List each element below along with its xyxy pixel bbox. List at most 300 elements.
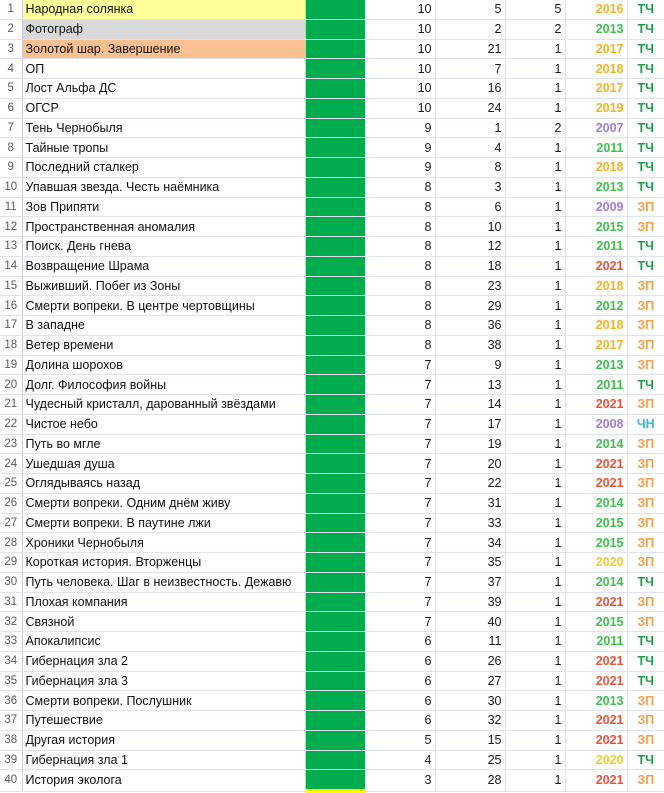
count-cell[interactable]: 1	[505, 730, 565, 750]
mod-title-cell[interactable]: Чудесный кристалл, дарованный звёздами	[22, 395, 305, 415]
table-row[interactable]	[0, 553, 664, 573]
score-cell[interactable]: 7	[365, 612, 435, 632]
mod-title-cell[interactable]: ОГСР	[22, 98, 305, 118]
game-tag-cell[interactable]: ЗП	[627, 316, 664, 336]
score-cell[interactable]: 8	[365, 296, 435, 316]
score-cell[interactable]: 6	[365, 632, 435, 652]
score-cell[interactable]: 4	[365, 750, 435, 770]
year-cell[interactable]: 2014	[565, 493, 627, 513]
game-tag-cell[interactable]: ТЧ	[627, 0, 664, 19]
game-tag-cell[interactable]: ТЧ	[627, 177, 664, 197]
year-cell[interactable]: 2021	[565, 671, 627, 691]
count-cell[interactable]: 1	[505, 256, 565, 276]
count-cell[interactable]: 1	[505, 474, 565, 494]
count-cell[interactable]: 1	[505, 158, 565, 178]
table-row[interactable]	[0, 572, 664, 592]
mod-title-cell[interactable]: Возвращение Шрама	[22, 256, 305, 276]
table-row[interactable]	[0, 355, 664, 375]
score-cell[interactable]: 3	[365, 770, 435, 791]
year-cell[interactable]: 2018	[565, 276, 627, 296]
mod-title-cell[interactable]: Гибернация зла 1	[22, 750, 305, 770]
row-number-header[interactable]: 38	[0, 730, 22, 750]
row-number-header[interactable]: 19	[0, 355, 22, 375]
mod-title-cell[interactable]: Зов Припяти	[22, 197, 305, 217]
mod-title-cell[interactable]: Короткая история. Вторженцы	[22, 553, 305, 573]
table-row[interactable]	[0, 474, 664, 494]
mod-title-cell[interactable]: Путешествие	[22, 711, 305, 731]
mod-title-cell[interactable]: История эколога	[22, 770, 305, 791]
count-cell[interactable]: 1	[505, 79, 565, 99]
mod-title-cell[interactable]: Долина шорохов	[22, 355, 305, 375]
table-row[interactable]	[0, 19, 664, 39]
year-cell[interactable]: 2018	[565, 316, 627, 336]
table-row[interactable]	[0, 39, 664, 59]
score-cell[interactable]: 7	[365, 553, 435, 573]
row-number-header[interactable]: 24	[0, 454, 22, 474]
rank-cell[interactable]: 2	[435, 19, 505, 39]
table-row[interactable]	[0, 237, 664, 257]
mod-title-cell[interactable]: Тень Чернобыля	[22, 118, 305, 138]
rank-cell[interactable]: 7	[435, 59, 505, 79]
table-row[interactable]	[0, 256, 664, 276]
count-cell[interactable]: 1	[505, 138, 565, 158]
count-cell[interactable]: 1	[505, 316, 565, 336]
table-row[interactable]	[0, 770, 664, 791]
rank-cell[interactable]: 24	[435, 98, 505, 118]
score-cell[interactable]: 9	[365, 138, 435, 158]
score-cell[interactable]: 7	[365, 434, 435, 454]
score-cell[interactable]: 9	[365, 118, 435, 138]
table-row[interactable]	[0, 138, 664, 158]
game-tag-cell[interactable]: ТЧ	[627, 158, 664, 178]
rank-cell[interactable]: 30	[435, 691, 505, 711]
row-number-header[interactable]: 25	[0, 474, 22, 494]
year-cell[interactable]: 2021	[565, 711, 627, 731]
score-cell[interactable]: 7	[365, 513, 435, 533]
count-cell[interactable]: 1	[505, 59, 565, 79]
score-cell[interactable]: 7	[365, 355, 435, 375]
game-tag-cell[interactable]: ЧН	[627, 414, 664, 434]
rank-cell[interactable]: 9	[435, 355, 505, 375]
table-row[interactable]	[0, 651, 664, 671]
row-number-header[interactable]: 39	[0, 750, 22, 770]
year-cell[interactable]: 2019	[565, 98, 627, 118]
year-cell[interactable]: 2020	[565, 553, 627, 573]
game-tag-cell[interactable]: ЗП	[627, 474, 664, 494]
mod-title-cell[interactable]: Выживший. Побег из Зоны	[22, 276, 305, 296]
score-cell[interactable]: 7	[365, 572, 435, 592]
rank-cell[interactable]: 8	[435, 158, 505, 178]
row-number-header[interactable]: 21	[0, 395, 22, 415]
count-cell[interactable]: 1	[505, 454, 565, 474]
score-cell[interactable]: 7	[365, 454, 435, 474]
mod-title-cell[interactable]: Лост Альфа ДС	[22, 79, 305, 99]
count-cell[interactable]: 1	[505, 217, 565, 237]
score-cell[interactable]: 6	[365, 671, 435, 691]
count-cell[interactable]: 1	[505, 276, 565, 296]
game-tag-cell[interactable]: ЗП	[627, 355, 664, 375]
table-row[interactable]	[0, 691, 664, 711]
rank-cell[interactable]: 34	[435, 533, 505, 553]
row-number-header[interactable]: 18	[0, 335, 22, 355]
year-cell[interactable]: 2018	[565, 59, 627, 79]
table-row[interactable]	[0, 316, 664, 336]
row-number-header[interactable]: 16	[0, 296, 22, 316]
rank-cell[interactable]: 31	[435, 493, 505, 513]
mod-title-cell[interactable]: Связной	[22, 612, 305, 632]
game-tag-cell[interactable]: ТЧ	[627, 237, 664, 257]
row-number-header[interactable]: 30	[0, 572, 22, 592]
rank-cell[interactable]: 39	[435, 592, 505, 612]
table-row[interactable]	[0, 375, 664, 395]
score-cell[interactable]: 10	[365, 98, 435, 118]
game-tag-cell[interactable]: ТЧ	[627, 632, 664, 652]
table-row[interactable]	[0, 730, 664, 750]
mod-title-cell[interactable]: Оглядываясь назад	[22, 474, 305, 494]
mod-title-cell[interactable]: Гибернация зла 3	[22, 671, 305, 691]
mod-title-cell[interactable]: Смерти вопреки. В паутине лжи	[22, 513, 305, 533]
mod-title-cell[interactable]: Смерти вопреки. Одним днём живу	[22, 493, 305, 513]
count-cell[interactable]: 1	[505, 177, 565, 197]
game-tag-cell[interactable]: ЗП	[627, 592, 664, 612]
row-number-header[interactable]: 35	[0, 671, 22, 691]
game-tag-cell[interactable]: ЗП	[627, 197, 664, 217]
score-cell[interactable]: 5	[365, 730, 435, 750]
game-tag-cell[interactable]: ЗП	[627, 454, 664, 474]
year-cell[interactable]: 2021	[565, 592, 627, 612]
table-row[interactable]	[0, 434, 664, 454]
score-cell[interactable]: 8	[365, 217, 435, 237]
rank-cell[interactable]: 25	[435, 750, 505, 770]
rank-cell[interactable]: 22	[435, 474, 505, 494]
mod-title-cell[interactable]: Долг. Философия войны	[22, 375, 305, 395]
mod-title-cell[interactable]: Пространственная аномалия	[22, 217, 305, 237]
game-tag-cell[interactable]: ЗП	[627, 770, 664, 791]
game-tag-cell[interactable]: ЗП	[627, 553, 664, 573]
table-row[interactable]	[0, 79, 664, 99]
game-tag-cell[interactable]: ТЧ	[627, 79, 664, 99]
game-tag-cell[interactable]: ТЧ	[627, 118, 664, 138]
rank-cell[interactable]: 32	[435, 711, 505, 731]
game-tag-cell[interactable]: ЗП	[627, 296, 664, 316]
table-row[interactable]	[0, 276, 664, 296]
row-number-header[interactable]: 12	[0, 217, 22, 237]
rank-cell[interactable]: 33	[435, 513, 505, 533]
table-row[interactable]	[0, 59, 664, 79]
count-cell[interactable]: 1	[505, 39, 565, 59]
mod-title-cell[interactable]: Путь во мгле	[22, 434, 305, 454]
count-cell[interactable]: 2	[505, 19, 565, 39]
count-cell[interactable]: 1	[505, 197, 565, 217]
row-number-header[interactable]: 26	[0, 493, 22, 513]
year-cell[interactable]: 2018	[565, 158, 627, 178]
score-cell[interactable]: 10	[365, 19, 435, 39]
mod-title-cell[interactable]: Золотой шар. Завершение	[22, 39, 305, 59]
mod-title-cell[interactable]: Фотограф	[22, 19, 305, 39]
score-cell[interactable]: 10	[365, 0, 435, 19]
year-cell[interactable]: 2009	[565, 197, 627, 217]
table-row[interactable]	[0, 454, 664, 474]
count-cell[interactable]: 1	[505, 671, 565, 691]
row-number-header[interactable]: 14	[0, 256, 22, 276]
table-row[interactable]	[0, 296, 664, 316]
year-cell[interactable]: 2011	[565, 375, 627, 395]
table-row[interactable]	[0, 414, 664, 434]
score-cell[interactable]: 8	[365, 197, 435, 217]
mod-title-cell[interactable]: Чистое небо	[22, 414, 305, 434]
score-cell[interactable]: 7	[365, 474, 435, 494]
score-cell[interactable]: 7	[365, 533, 435, 553]
count-cell[interactable]: 1	[505, 632, 565, 652]
year-cell[interactable]: 2021	[565, 651, 627, 671]
count-cell[interactable]: 1	[505, 691, 565, 711]
row-number-header[interactable]: 29	[0, 553, 22, 573]
table-row[interactable]	[0, 118, 664, 138]
rank-cell[interactable]: 18	[435, 256, 505, 276]
mod-title-cell[interactable]: Ушедшая душа	[22, 454, 305, 474]
row-number-header[interactable]: 6	[0, 98, 22, 118]
game-tag-cell[interactable]: ЗП	[627, 335, 664, 355]
year-cell[interactable]: 2021	[565, 474, 627, 494]
score-cell[interactable]: 6	[365, 691, 435, 711]
table-row[interactable]	[0, 197, 664, 217]
mod-title-cell[interactable]: Другая история	[22, 730, 305, 750]
year-cell[interactable]: 2017	[565, 335, 627, 355]
count-cell[interactable]: 1	[505, 592, 565, 612]
score-cell[interactable]: 8	[365, 177, 435, 197]
game-tag-cell[interactable]: ТЧ	[627, 256, 664, 276]
count-cell[interactable]: 1	[505, 770, 565, 791]
count-cell[interactable]: 1	[505, 296, 565, 316]
row-number-header[interactable]: 34	[0, 651, 22, 671]
count-cell[interactable]: 1	[505, 434, 565, 454]
rank-cell[interactable]: 19	[435, 434, 505, 454]
rank-cell[interactable]: 26	[435, 651, 505, 671]
count-cell[interactable]: 5	[505, 0, 565, 19]
rank-cell[interactable]: 13	[435, 375, 505, 395]
year-cell[interactable]: 2021	[565, 256, 627, 276]
row-number-header[interactable]: 9	[0, 158, 22, 178]
game-tag-cell[interactable]: ЗП	[627, 612, 664, 632]
row-number-header[interactable]: 15	[0, 276, 22, 296]
year-cell[interactable]: 2015	[565, 513, 627, 533]
row-number-header[interactable]: 36	[0, 691, 22, 711]
table-row[interactable]	[0, 671, 664, 691]
rank-cell[interactable]: 11	[435, 632, 505, 652]
row-number-header[interactable]: 3	[0, 39, 22, 59]
game-tag-cell[interactable]: ТЧ	[627, 671, 664, 691]
year-cell[interactable]: 2017	[565, 79, 627, 99]
year-cell[interactable]: 2016	[565, 0, 627, 19]
count-cell[interactable]: 1	[505, 572, 565, 592]
row-number-header[interactable]: 10	[0, 177, 22, 197]
row-number-header[interactable]: 7	[0, 118, 22, 138]
mod-title-cell[interactable]: Смерти вопреки. Послушник	[22, 691, 305, 711]
table-row[interactable]	[0, 612, 664, 632]
game-tag-cell[interactable]: ТЧ	[627, 39, 664, 59]
table-row[interactable]	[0, 98, 664, 118]
year-cell[interactable]: 2012	[565, 296, 627, 316]
game-tag-cell[interactable]: ЗП	[627, 395, 664, 415]
rank-cell[interactable]: 5	[435, 0, 505, 19]
row-number-header[interactable]: 13	[0, 237, 22, 257]
row-number-header[interactable]: 1	[0, 0, 22, 19]
rank-cell[interactable]: 23	[435, 276, 505, 296]
row-number-header[interactable]: 32	[0, 612, 22, 632]
rank-cell[interactable]: 37	[435, 572, 505, 592]
mod-title-cell[interactable]: Ветер времени	[22, 335, 305, 355]
mod-title-cell[interactable]: Хроники Чернобыля	[22, 533, 305, 553]
mod-title-cell[interactable]: Плохая компания	[22, 592, 305, 612]
score-cell[interactable]: 7	[365, 493, 435, 513]
mod-title-cell[interactable]: Гибернация зла 2	[22, 651, 305, 671]
score-cell[interactable]: 8	[365, 237, 435, 257]
score-cell[interactable]: 7	[365, 375, 435, 395]
count-cell[interactable]: 1	[505, 237, 565, 257]
game-tag-cell[interactable]: ЗП	[627, 493, 664, 513]
mod-title-cell[interactable]: Путь человека. Шаг в неизвестность. Дежавю	[22, 572, 305, 592]
count-cell[interactable]: 1	[505, 335, 565, 355]
mod-title-cell[interactable]: ОП	[22, 59, 305, 79]
year-cell[interactable]: 2013	[565, 355, 627, 375]
year-cell[interactable]: 2015	[565, 217, 627, 237]
game-tag-cell[interactable]: ЗП	[627, 711, 664, 731]
table-row[interactable]	[0, 750, 664, 770]
rank-cell[interactable]: 20	[435, 454, 505, 474]
table-row[interactable]	[0, 395, 664, 415]
game-tag-cell[interactable]: ЗП	[627, 533, 664, 553]
count-cell[interactable]: 1	[505, 98, 565, 118]
score-cell[interactable]: 8	[365, 256, 435, 276]
rank-cell[interactable]: 29	[435, 296, 505, 316]
rank-cell[interactable]: 12	[435, 237, 505, 257]
year-cell[interactable]: 2020	[565, 750, 627, 770]
rank-cell[interactable]: 16	[435, 79, 505, 99]
year-cell[interactable]: 2015	[565, 533, 627, 553]
mod-title-cell[interactable]: Упавшая звезда. Честь наёмника	[22, 177, 305, 197]
row-number-header[interactable]: 5	[0, 79, 22, 99]
table-row[interactable]	[0, 493, 664, 513]
game-tag-cell[interactable]: ТЧ	[627, 98, 664, 118]
game-tag-cell[interactable]: ЗП	[627, 217, 664, 237]
count-cell[interactable]: 1	[505, 750, 565, 770]
row-number-header[interactable]: 4	[0, 59, 22, 79]
year-cell[interactable]: 2021	[565, 770, 627, 791]
row-number-header[interactable]: 31	[0, 592, 22, 612]
count-cell[interactable]: 1	[505, 513, 565, 533]
mod-title-cell[interactable]: Народная солянка	[22, 0, 305, 19]
rank-cell[interactable]: 28	[435, 770, 505, 791]
year-cell[interactable]: 2014	[565, 572, 627, 592]
score-cell[interactable]: 6	[365, 651, 435, 671]
row-number-header[interactable]: 8	[0, 138, 22, 158]
table-row[interactable]	[0, 0, 664, 19]
rank-cell[interactable]: 6	[435, 197, 505, 217]
count-cell[interactable]: 1	[505, 414, 565, 434]
rank-cell[interactable]: 3	[435, 177, 505, 197]
row-number-header[interactable]: 27	[0, 513, 22, 533]
game-tag-cell[interactable]: ЗП	[627, 730, 664, 750]
table-row[interactable]	[0, 513, 664, 533]
score-cell[interactable]: 7	[365, 395, 435, 415]
count-cell[interactable]: 1	[505, 711, 565, 731]
game-tag-cell[interactable]: ЗП	[627, 691, 664, 711]
count-cell[interactable]: 1	[505, 533, 565, 553]
game-tag-cell[interactable]: ЗП	[627, 276, 664, 296]
mod-title-cell[interactable]: Смерти вопреки. В центре чертовщины	[22, 296, 305, 316]
rank-cell[interactable]: 36	[435, 316, 505, 336]
row-number-header[interactable]: 33	[0, 632, 22, 652]
year-cell[interactable]: 2021	[565, 454, 627, 474]
table-row[interactable]	[0, 592, 664, 612]
year-cell[interactable]: 2021	[565, 395, 627, 415]
count-cell[interactable]: 1	[505, 355, 565, 375]
mod-title-cell[interactable]: Последний сталкер	[22, 158, 305, 178]
row-number-header[interactable]: 22	[0, 414, 22, 434]
table-row[interactable]	[0, 177, 664, 197]
rank-cell[interactable]: 38	[435, 335, 505, 355]
game-tag-cell[interactable]: ЗП	[627, 513, 664, 533]
rank-cell[interactable]: 21	[435, 39, 505, 59]
year-cell[interactable]: 2011	[565, 138, 627, 158]
row-number-header[interactable]: 40	[0, 770, 22, 791]
year-cell[interactable]: 2007	[565, 118, 627, 138]
count-cell[interactable]: 1	[505, 395, 565, 415]
game-tag-cell[interactable]: ТЧ	[627, 59, 664, 79]
row-number-header[interactable]: 28	[0, 533, 22, 553]
mod-title-cell[interactable]: Тайные тропы	[22, 138, 305, 158]
count-cell[interactable]: 1	[505, 612, 565, 632]
rank-cell[interactable]: 40	[435, 612, 505, 632]
rank-cell[interactable]: 10	[435, 217, 505, 237]
year-cell[interactable]: 2013	[565, 691, 627, 711]
score-cell[interactable]: 10	[365, 59, 435, 79]
table-row[interactable]	[0, 632, 664, 652]
row-number-header[interactable]: 11	[0, 197, 22, 217]
count-cell[interactable]: 1	[505, 553, 565, 573]
table-row[interactable]	[0, 533, 664, 553]
year-cell[interactable]: 2011	[565, 632, 627, 652]
year-cell[interactable]: 2017	[565, 39, 627, 59]
count-cell[interactable]: 1	[505, 651, 565, 671]
mod-title-cell[interactable]: В западне	[22, 316, 305, 336]
score-cell[interactable]: 7	[365, 414, 435, 434]
game-tag-cell[interactable]: ТЧ	[627, 750, 664, 770]
rank-cell[interactable]: 27	[435, 671, 505, 691]
rank-cell[interactable]: 14	[435, 395, 505, 415]
mod-title-cell[interactable]: Поиск. День гнева	[22, 237, 305, 257]
score-cell[interactable]: 10	[365, 39, 435, 59]
year-cell[interactable]: 2011	[565, 237, 627, 257]
rank-cell[interactable]: 4	[435, 138, 505, 158]
year-cell[interactable]: 2008	[565, 414, 627, 434]
rank-cell[interactable]: 35	[435, 553, 505, 573]
year-cell[interactable]: 2014	[565, 434, 627, 454]
score-cell[interactable]: 8	[365, 276, 435, 296]
row-number-header[interactable]: 37	[0, 711, 22, 731]
score-cell[interactable]: 7	[365, 592, 435, 612]
score-cell[interactable]: 8	[365, 335, 435, 355]
score-cell[interactable]: 9	[365, 158, 435, 178]
row-number-header[interactable]: 17	[0, 316, 22, 336]
rank-cell[interactable]: 15	[435, 730, 505, 750]
game-tag-cell[interactable]: ЗП	[627, 434, 664, 454]
count-cell[interactable]: 2	[505, 118, 565, 138]
game-tag-cell[interactable]: ТЧ	[627, 375, 664, 395]
rank-cell[interactable]: 17	[435, 414, 505, 434]
rank-cell[interactable]: 1	[435, 118, 505, 138]
table-row[interactable]	[0, 217, 664, 237]
